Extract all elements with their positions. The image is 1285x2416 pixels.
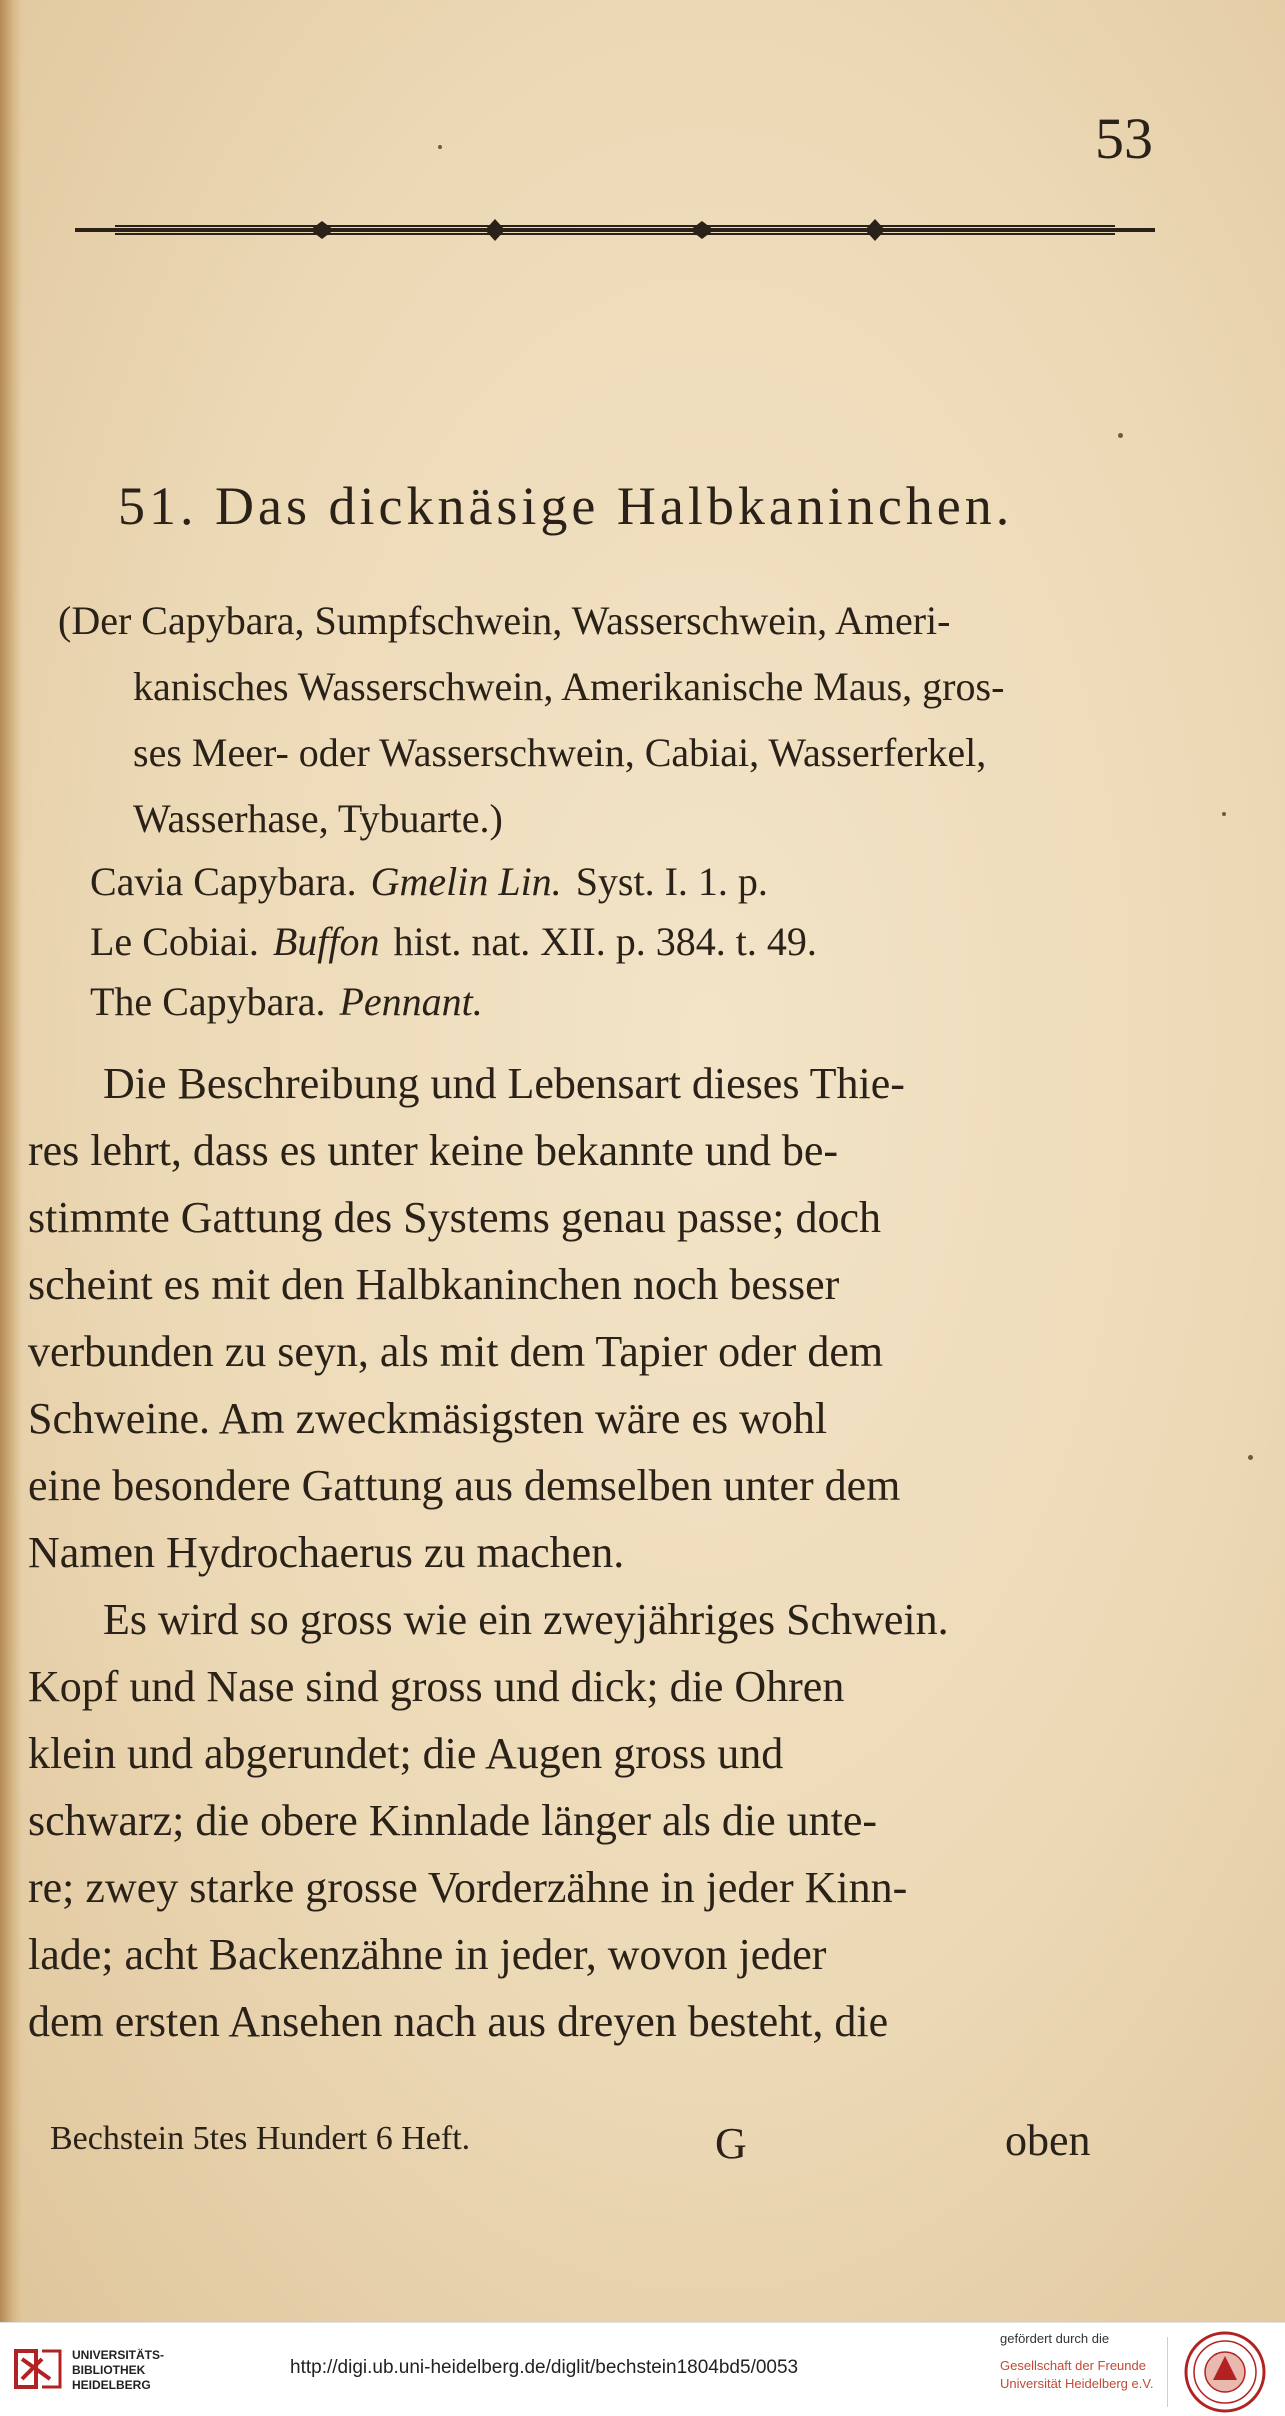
library-logo-icon[interactable] (12, 2345, 64, 2393)
body-text (28, 1050, 1138, 2055)
university-seal-icon[interactable] (1183, 2330, 1267, 2414)
synonym-line: Wasserhase, Tybuarte.) (133, 796, 503, 841)
paragraph-line: Es wird so gross wie ein zweyjähriges Schwein. (103, 1595, 949, 1644)
library-name-line: UNIVERSITÄTS- (72, 2348, 165, 2362)
synonym-line: (Der Capybara, Sumpfschwein, Wasserschwein, Ameri- (58, 598, 951, 643)
reference-name: Cavia Capybara. (90, 859, 357, 904)
signature-letter: G (715, 2119, 747, 2168)
divider (1167, 2337, 1168, 2407)
reference-line (90, 972, 817, 1032)
library-name (72, 2348, 164, 2393)
paragraph-line: Kopf und Nase sind gross und dick; die Ohren (28, 1662, 845, 1711)
reference-name: The Capybara. (90, 979, 326, 1024)
paragraph-line: Die Beschreibung und Lebensart dieses Thie- (103, 1059, 905, 1108)
paragraph-line: Schweine. Am zweckmäsigsten wäre es wohl (28, 1394, 828, 1443)
paragraph-line: scheint es mit den Halbkaninchen noch besser (28, 1260, 840, 1309)
paragraph-line: klein und abgerundet; die Augen gross und (28, 1729, 784, 1778)
reference-author: Pennant. (339, 979, 483, 1024)
paragraph-line: stimmte Gattung des Systems genau passe; doch (28, 1193, 881, 1242)
paragraph-line: eine besondere Gattung aus demselben unter dem (28, 1461, 901, 1510)
reference-author: Gmelin Lin. (370, 859, 562, 904)
catchword: oben (1005, 2116, 1091, 2165)
ornamental-rule (75, 215, 1155, 245)
paragraph-line: re; zwey starke grosse Vorderzähne in jeder Kinn- (28, 1863, 908, 1912)
paper-speck (1248, 1455, 1253, 1460)
page-number: 53 (1095, 106, 1153, 171)
signature-mark: Bechstein 5tes Hundert 6 Heft. (50, 2120, 471, 2157)
paper-speck (1222, 812, 1226, 816)
paragraph-line: verbunden zu seyn, als mit dem Tapier oder dem (28, 1327, 884, 1376)
reference-author: Buffon (272, 919, 380, 964)
reference-line (90, 852, 817, 912)
reference-line (90, 912, 817, 972)
paper-speck (438, 145, 442, 149)
species-heading: 51. Das dicknäsige Halbkaninchen. (118, 476, 1014, 536)
synonym-list (58, 588, 1188, 852)
reference-list (90, 852, 817, 1032)
reference-detail: hist. nat. XII. p. 384. t. 49. (393, 919, 817, 964)
sponsor-name[interactable] (1000, 2357, 1153, 2393)
sponsor-name-line: Universität Heidelberg e.V. (1000, 2376, 1154, 2391)
page-edge (0, 0, 22, 2322)
reference-detail: Syst. I. 1. p. (575, 859, 768, 904)
library-name-line: BIBLIOTHEK (72, 2363, 146, 2377)
permalink-url[interactable]: http://digi.ub.uni-heidelberg.de/diglit/bechstein1804bd5/0053 (290, 2357, 799, 2378)
synonym-line: ses Meer- oder Wasserschwein, Cabiai, Wasserferkel, (133, 730, 987, 775)
library-name-line: HEIDELBERG (72, 2378, 151, 2392)
synonym-line: kanisches Wasserschwein, Amerikanische Maus, gros- (133, 664, 1005, 709)
paper-speck (1118, 433, 1123, 438)
sponsor-name-line: Gesellschaft der Freunde (1000, 2358, 1146, 2373)
paragraph-line: schwarz; die obere Kinnlade länger als die unte- (28, 1796, 878, 1845)
paragraph-line: lade; acht Backenzähne in jeder, wovon jeder (28, 1930, 827, 1979)
paragraph-line: res lehrt, dass es unter keine bekannte und be- (28, 1126, 839, 1175)
sponsor-label: gefördert durch die (1000, 2331, 1110, 2346)
paragraph-line: Namen Hydrochaerus zu machen. (28, 1528, 625, 1577)
reference-name: Le Cobiai. (90, 919, 259, 964)
paragraph-line: dem ersten Ansehen nach aus dreyen besteht, die (28, 1997, 889, 2046)
